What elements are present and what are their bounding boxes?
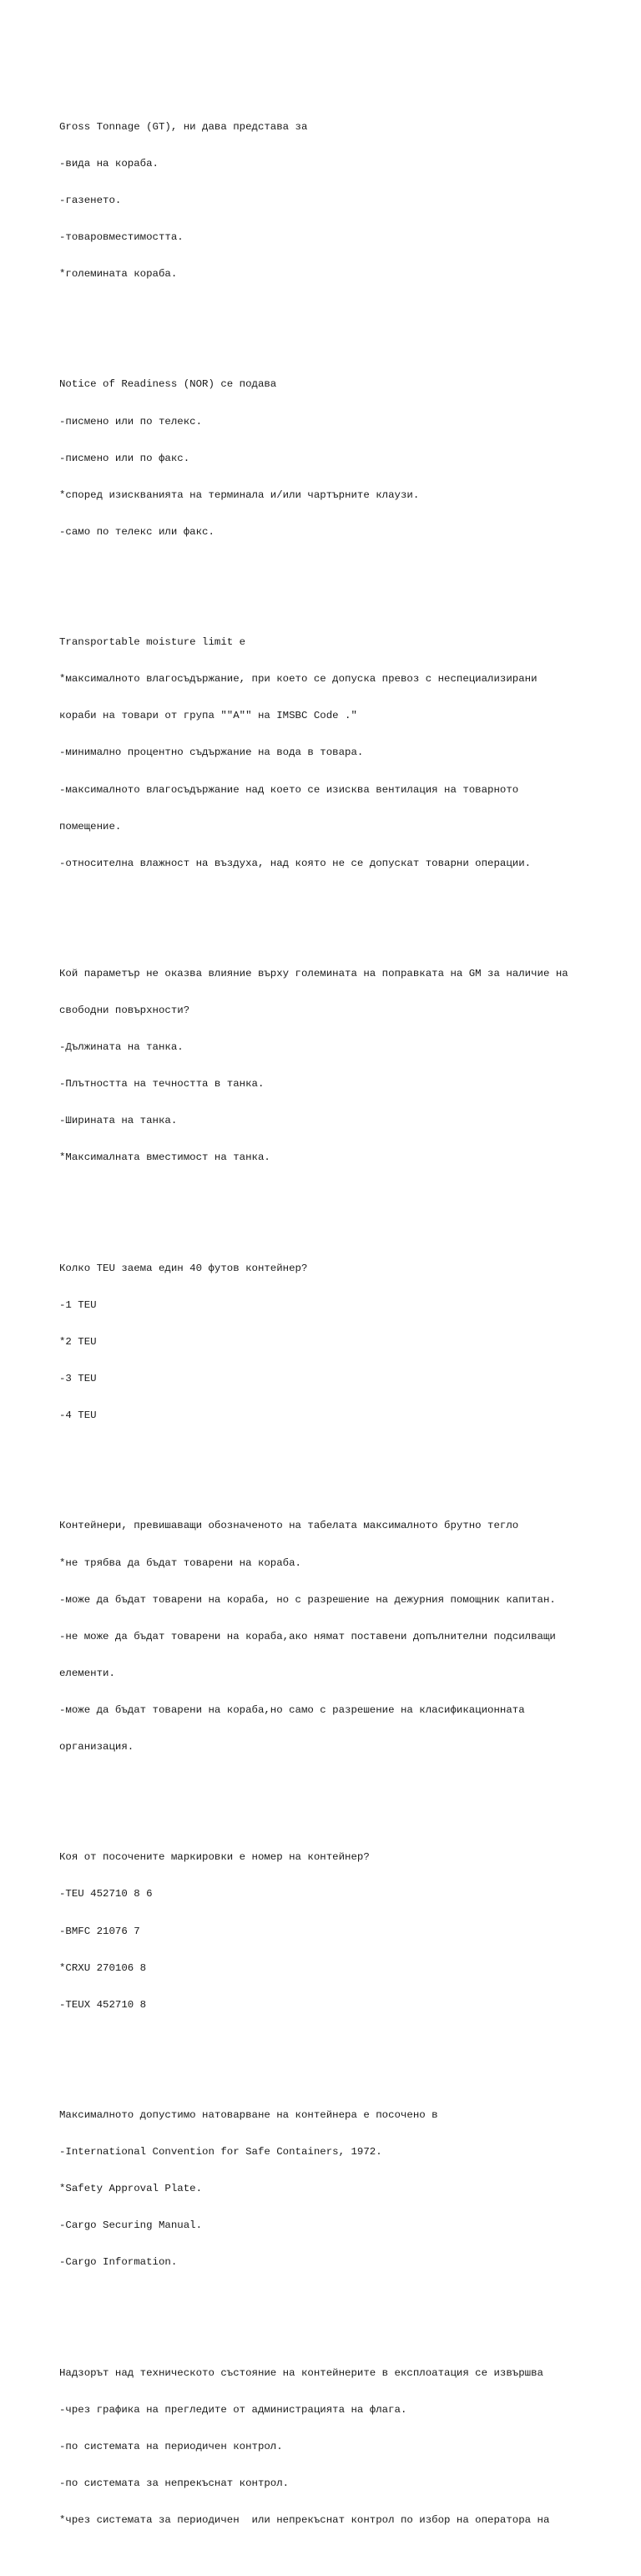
correct-answer: *големината кораба.: [59, 268, 178, 281]
answer-option-continuation: помещение.: [59, 820, 122, 833]
answer-option: -TEU 452710 8 6: [59, 1888, 153, 1900]
correct-answer: *2 TEU: [59, 1335, 97, 1348]
answer-option: -вида на кораба.: [59, 157, 159, 170]
correct-answer: *Максималната вместимост на танка.: [59, 1151, 270, 1164]
document-page: [59, 72, 593, 2576]
question-text: Gross Tonnage (GT), ни дава представа за: [59, 120, 308, 133]
answer-option: -Cargo Information.: [59, 2256, 178, 2269]
question-block: [59, 1827, 593, 2036]
question-text: Notice of Readiness (NOR) се подава: [59, 378, 277, 391]
answer-option: -максималното влагосъдържание над което се изисква вентилация на товарното: [59, 783, 519, 796]
answer-option: -TEUX 452710 8: [59, 1998, 147, 2011]
answer-option: -1 TEU: [59, 1298, 97, 1311]
question-block: [59, 1495, 593, 1778]
question-text: Контейнери, превишаващи обозначеното на табелата максималното брутно тегло: [59, 1520, 519, 1532]
answer-option: -Плътността на течността в танка.: [59, 1078, 265, 1091]
question-block: [59, 96, 593, 305]
answer-option: -чрез графика на прегледите от администрацията на флага.: [59, 2403, 407, 2416]
correct-answer: *не трябва да бъдат товарени на кораба.: [59, 1556, 301, 1569]
answer-option: -Cargo Securing Manual.: [59, 2219, 203, 2232]
answer-option: -4 TEU: [59, 1409, 97, 1422]
answer-option: -International Convention for Safe Containers, 1972.: [59, 2146, 382, 2158]
question-block: [59, 354, 593, 563]
answer-option: -по системата за непрекъснат контрол.: [59, 2477, 290, 2489]
answer-option: -Дължината на танка.: [59, 1041, 184, 1054]
correct-answer: *CRXU 270106 8: [59, 1961, 147, 1974]
question-text: Максималното допустимо натоварване на контейнера е посочено в: [59, 2108, 438, 2121]
correct-answer: *максималното влагосъдържание, при което се допуска превоз с неспециализирани: [59, 673, 538, 686]
answer-option: -писмено или по телекс.: [59, 415, 203, 428]
answer-option: -минимално процентно съдържание на вода в товара.: [59, 746, 364, 759]
question-text: Коя от посочените маркировки е номер на контейнер?: [59, 1851, 370, 1864]
correct-answer: *чрез системата за периодичен или непрекъснат контрол по избор на оператора на: [59, 2514, 550, 2527]
answer-option: -товаровместимостта.: [59, 231, 184, 244]
question-block: [59, 612, 593, 894]
question-text-continuation: свободни повърхности?: [59, 1005, 190, 1017]
question-text: Кой параметър не оказва влияние върху големината на поправката на GM за наличие на: [59, 968, 568, 980]
correct-answer: *Safety Approval Plate.: [59, 2183, 203, 2195]
answer-option: -по системата на периодичен контрол.: [59, 2440, 283, 2452]
question-block: [59, 1237, 593, 1446]
answer-option: -Ширината на танка.: [59, 1115, 178, 1127]
question-block: [59, 944, 593, 1189]
answer-option: -само по телекс или факс.: [59, 525, 215, 538]
question-block: [59, 2085, 593, 2294]
answer-option-continuation: организация.: [59, 1741, 134, 1754]
question-block: [59, 2342, 593, 2551]
answer-option-continuation: елементи.: [59, 1667, 115, 1679]
question-text: Transportable moisture limit е: [59, 636, 246, 649]
answer-option: -не може да бъдат товарени на кораба,ако нямат поставени допълнителни подсилващи: [59, 1630, 556, 1642]
answer-option: -писмено или по факс.: [59, 452, 190, 464]
answer-option: -може да бъдат товарени на кораба,но само с разрешение на класификационната: [59, 1703, 525, 1716]
answer-option: -може да бъдат товарени на кораба, но с разрешение на дежурния помощник капитан.: [59, 1593, 556, 1606]
answer-option: -газенето.: [59, 195, 122, 206]
correct-answer-continuation: кораби на товари от група ""A"" на IMSBC Code .": [59, 710, 357, 722]
answer-option: -BMFC 21076 7: [59, 1925, 140, 1937]
question-text: Надзорът над техническото състояние на контейнерите в експлоатация се извършва: [59, 2366, 543, 2379]
correct-answer: *според изискванията на терминала и/или чартърните клаузи.: [59, 488, 420, 501]
answer-option: -3 TEU: [59, 1373, 97, 1385]
answer-option: -относителна влажност на въздуха, над която не се допускат товарни операции.: [59, 857, 532, 869]
question-text: Колко TEU заема един 40 футов контейнер?: [59, 1262, 308, 1274]
